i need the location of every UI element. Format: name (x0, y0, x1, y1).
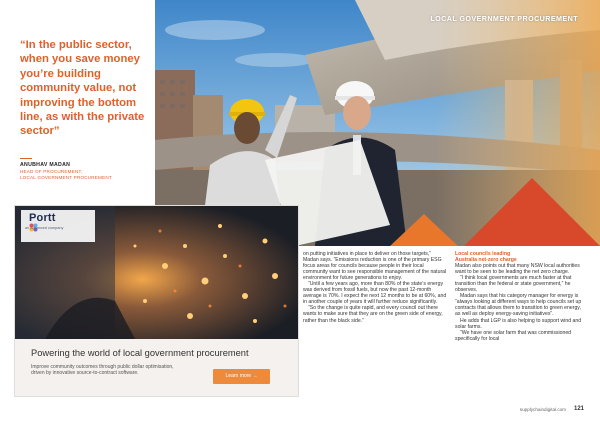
subheading-line2: Australia net-zero charge (455, 257, 517, 264)
paragraph: “Until a few years ago, more than 80% of the state’s energy was derived from fossil fuels, but now the past 12-month average is 70%. I expect the next 12 months to be at 60%, and in another couple of years it will further reduce significantly. (303, 281, 447, 306)
quote-author-role (20, 169, 112, 181)
quote-divider (20, 158, 32, 159)
author-role-line1: HEAD OF PROCUREMENT, (20, 168, 83, 174)
quote-author: ANUBHAV MADAN (20, 162, 71, 168)
ad-headline: Powering the world of local government procurement (31, 348, 249, 358)
portt-advertisement[interactable] (14, 205, 299, 397)
portt-brand-name: Portt (29, 212, 56, 224)
author-role-line2: LOCAL GOVERNMENT PROCUREMENT (20, 174, 112, 180)
paragraph: He adds that LGP is also helping to support wind and solar farms. (455, 317, 582, 330)
paragraph: “We have one solar farm that was commissioned specifically for local (455, 329, 572, 342)
red-triangle-decoration (464, 178, 600, 246)
paragraph: on putting initiatives in place to deliver on those targets,” Madan says. “Emissions reduction is one of the primary ESG focus areas for councils because people in their local community want to see responsible management of the natural environment for future generations to enjoy. (303, 251, 447, 282)
page-number: 121 (573, 405, 584, 412)
learn-more-button[interactable]: Learn more → (213, 369, 270, 384)
paragraph: Madan says that his category manager for energy is “always looking at different ways to help councils set up contracts that allows them to transition to green energy, as well as deploy energy-saving initiatives”. (455, 293, 582, 318)
paragraph: “So the change is quite rapid, and every council out there wants to make sure that they are on the green side of energy, rather than the black side.” (303, 305, 443, 324)
section-title: LOCAL GOVERNMENT PROCUREMENT (430, 14, 578, 23)
ad-image (15, 206, 298, 339)
subheading-line1: Local councils leading (455, 251, 511, 257)
paragraph: Madan also points out that many NSW local authorities want to be seen to be leading the net zero charge. (455, 263, 580, 276)
footer-website[interactable]: supplychaindigital.com (519, 407, 566, 412)
ad-body-text: Improve community outcomes through public dollar optimisation, driven by innovative source-to-contract software. (31, 364, 174, 377)
orange-triangle-decoration (390, 214, 458, 246)
paragraph: “I think local governments are much faster at that transition than the federal or state government,” he observes. (455, 275, 572, 294)
portt-brand-subtitle: an Advanced company (25, 226, 64, 230)
article-column-1 (303, 251, 447, 324)
pull-quote: “In the public sector, when you save money you’re building community value, not improving the bottom line, as with the private sector” (20, 39, 145, 138)
article-column-2 (455, 251, 585, 342)
